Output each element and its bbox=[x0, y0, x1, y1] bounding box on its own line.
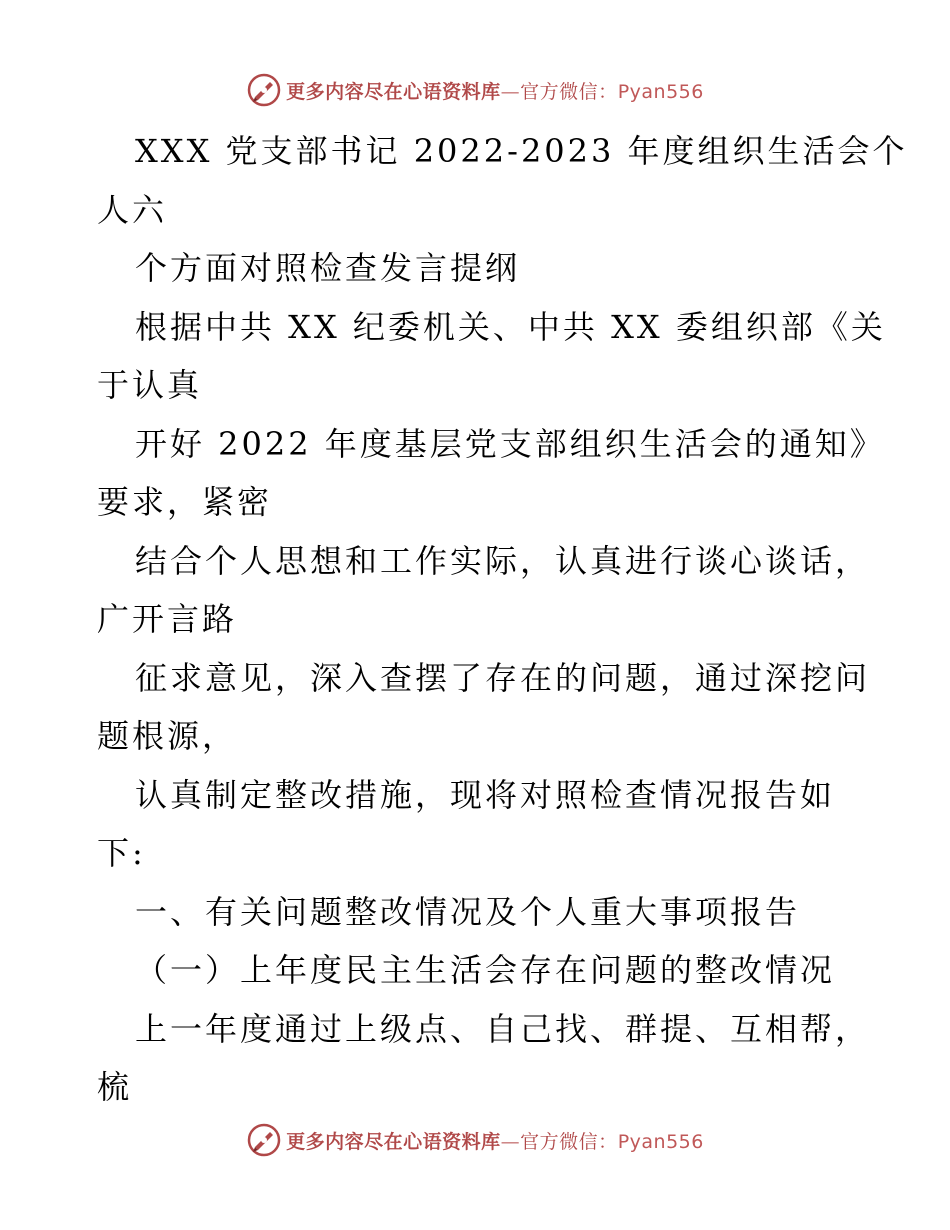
subsection-heading: （一）上年度民主生活会存在问题的整改情况 bbox=[135, 951, 836, 989]
watermark-text bbox=[286, 1127, 704, 1154]
text-line: XXX 党支部书记 2022-2023 年度组织生活会个 bbox=[135, 132, 908, 170]
watermark-title: 更多内容尽在心语资料库 bbox=[286, 1130, 501, 1153]
footer-watermark bbox=[0, 1118, 950, 1162]
text-line: 广开言路 bbox=[97, 600, 238, 638]
section-heading: 一、有关问题整改情况及个人重大事项报告 bbox=[135, 892, 801, 931]
text-line: 于认真 bbox=[97, 366, 203, 404]
watermark-label: 官方微信： bbox=[520, 80, 618, 103]
watermark-text bbox=[286, 77, 704, 104]
text-line: 要求，紧密 bbox=[97, 483, 273, 521]
text-line: 下: bbox=[97, 834, 146, 872]
text-line: 梳 bbox=[97, 1068, 133, 1106]
text-line: 人六 bbox=[97, 190, 168, 229]
watermark-id: Pyan556 bbox=[617, 1130, 704, 1153]
text-line: 认真制定整改措施，现将对照检查情况报告如 bbox=[135, 775, 836, 814]
header-watermark bbox=[0, 68, 950, 112]
text-line: 根据中共 XX 纪委机关、中共 XX 委组织部《关 bbox=[135, 307, 886, 346]
watermark-label: 官方微信： bbox=[520, 1130, 618, 1153]
text-line: 上一年度通过上级点、自己找、群提、互相帮， bbox=[135, 1009, 871, 1048]
text-line: 个方面对照检查发言提纲 bbox=[135, 249, 521, 287]
watermark-title: 更多内容尽在心语资料库 bbox=[286, 80, 501, 103]
text-line: 征求意见，深入查摆了存在的问题，通过深挖问 bbox=[135, 658, 871, 697]
pen-circle-logo-icon bbox=[246, 1122, 282, 1158]
text-line: 结合个人思想和工作实际，认真进行谈心谈话， bbox=[135, 541, 871, 580]
watermark-id: Pyan556 bbox=[617, 80, 704, 103]
watermark-separator: — bbox=[500, 1130, 521, 1153]
document-body bbox=[97, 122, 908, 1117]
watermark-separator: — bbox=[500, 80, 521, 103]
text-line: 开好 2022 年度基层党支部组织生活会的通知》 bbox=[135, 424, 885, 463]
pen-circle-logo-icon bbox=[246, 72, 282, 108]
text-line: 题根源， bbox=[97, 717, 238, 755]
